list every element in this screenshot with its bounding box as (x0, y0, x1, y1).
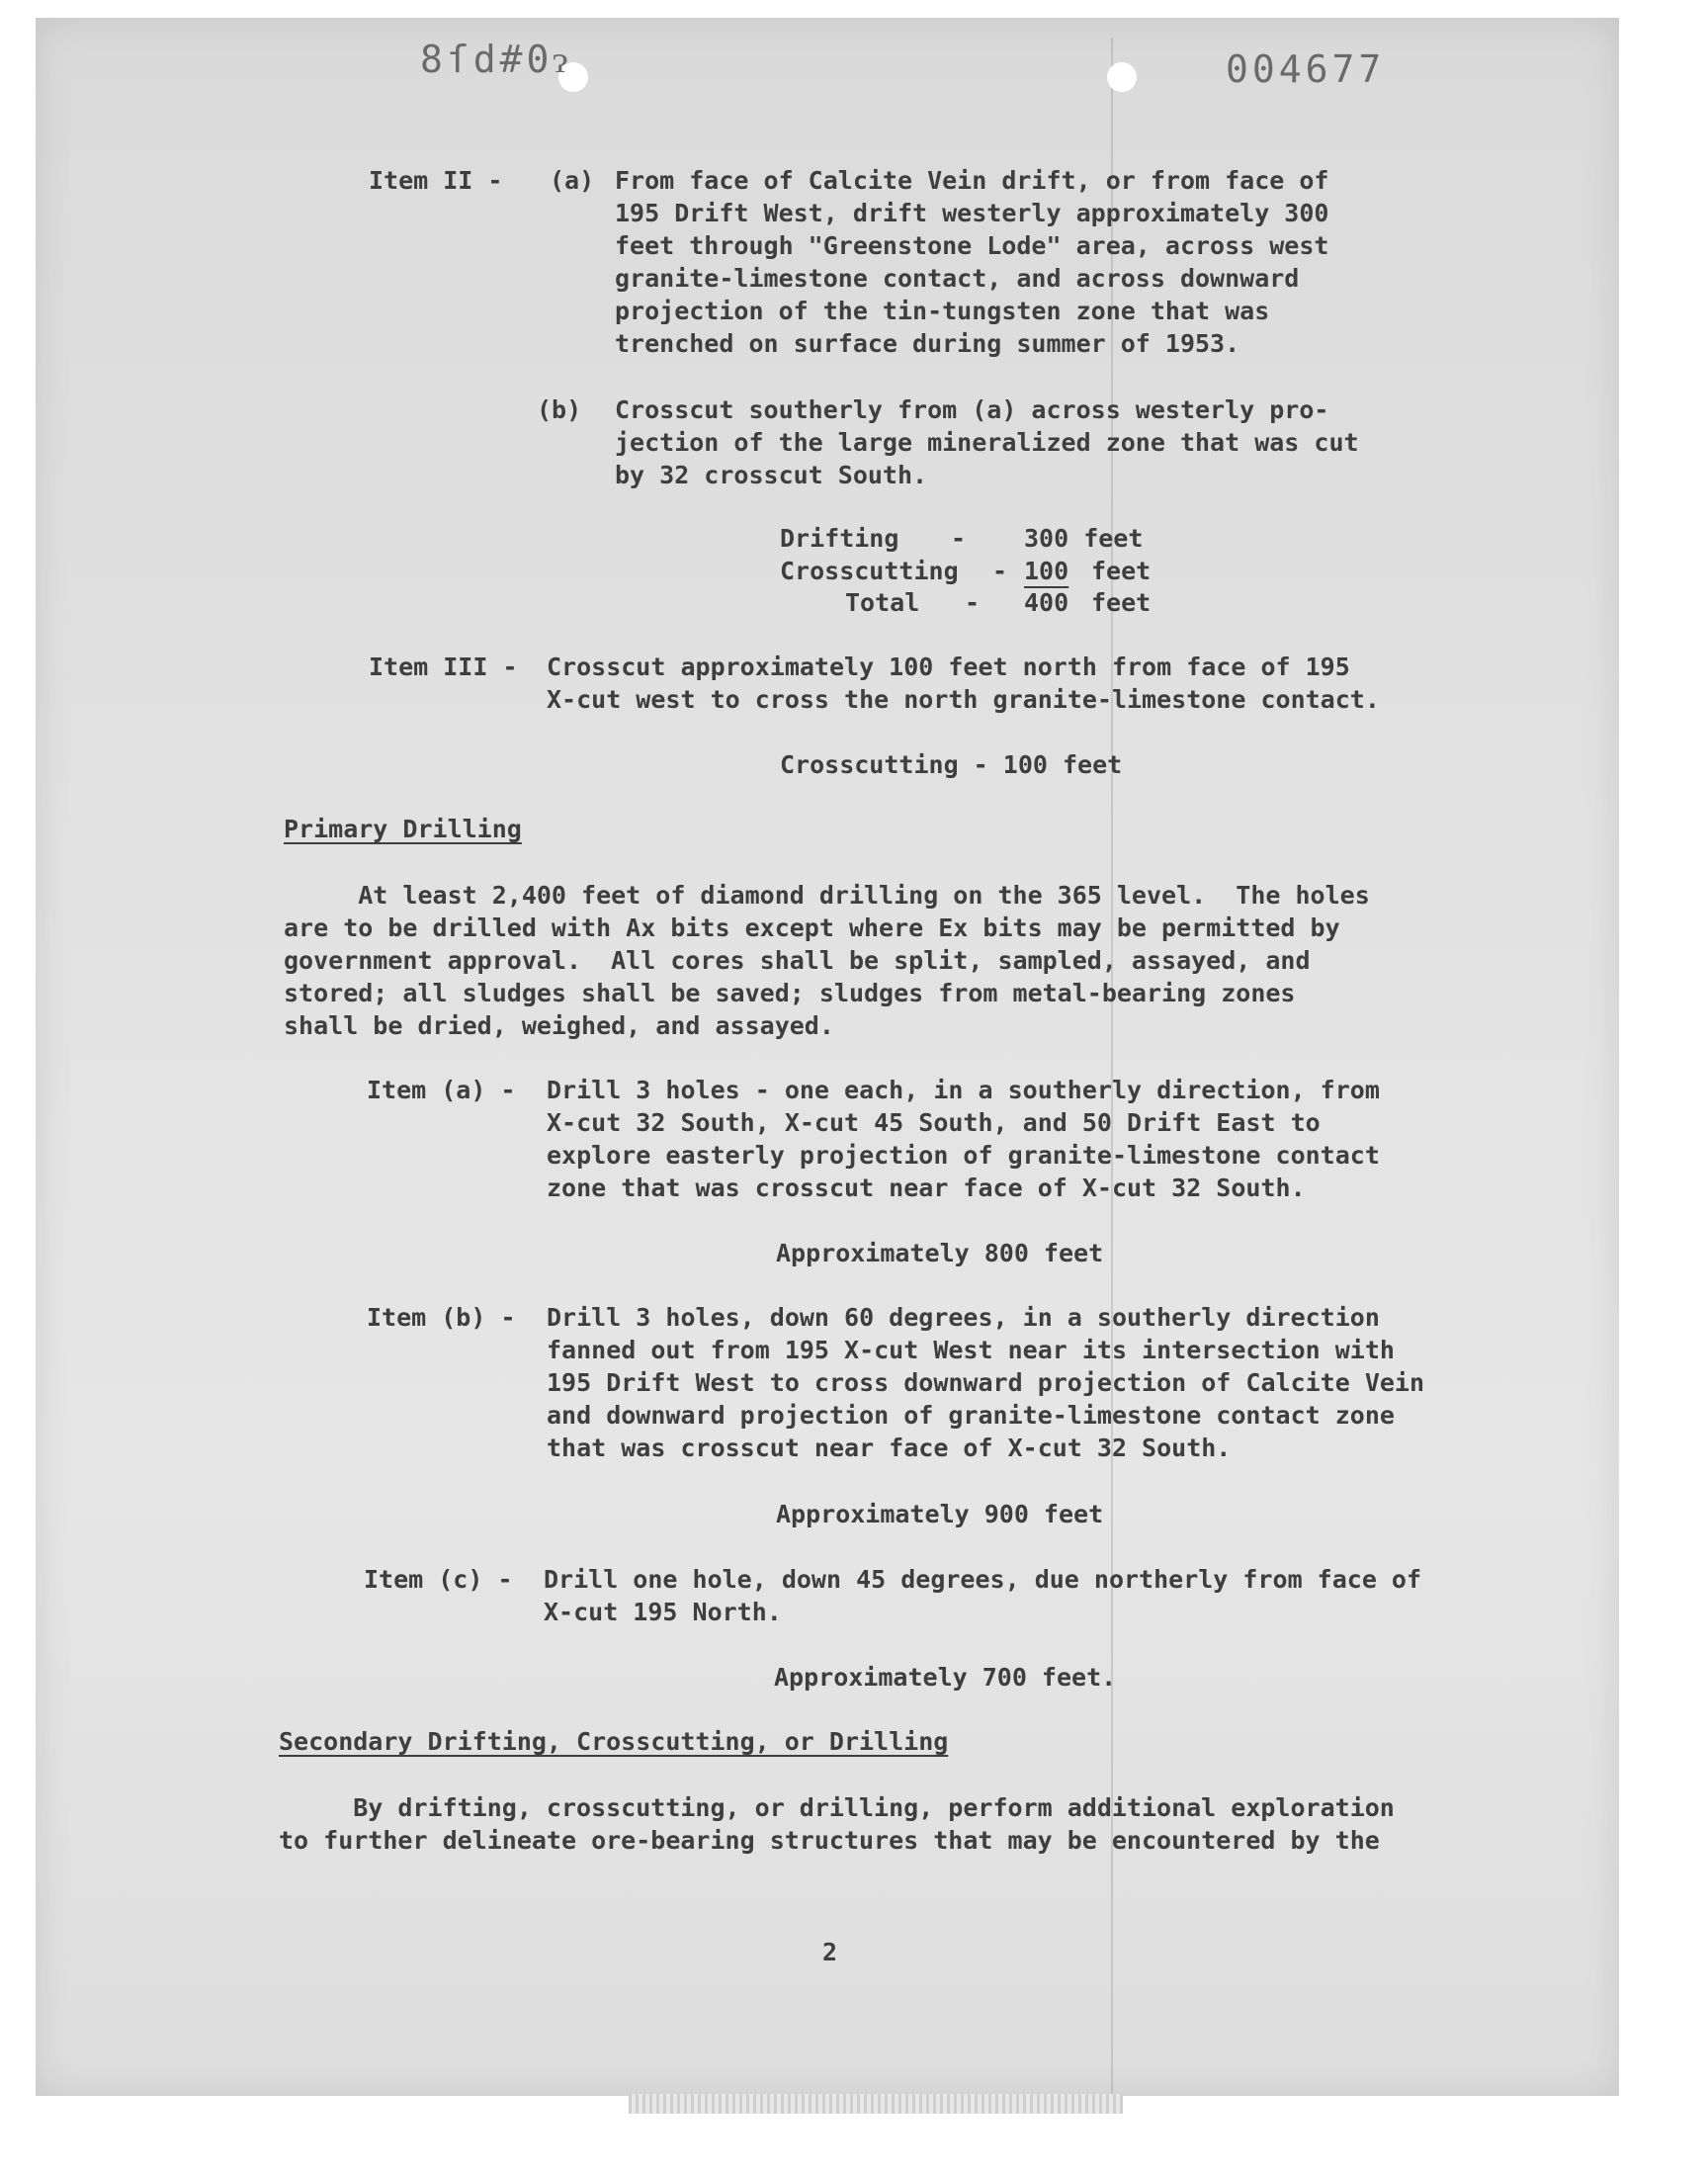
text-line: to further delineate ore-bearing structures that may be encountered by the (279, 1826, 1380, 1855)
item-b-summary: Approximately 900 feet (776, 1500, 1104, 1528)
text-line: From face of Calcite Vein drift, or from face of (615, 166, 1329, 195)
text-line: and downward projection of granite-limestone contact zone (547, 1401, 1395, 1430)
item-b-text (547, 1301, 1424, 1464)
item-ii-a-text (615, 164, 1328, 360)
summary-drifting-dash: - (951, 524, 967, 553)
item-ii-b-text (615, 393, 1359, 491)
item-iii-summary: Crosscutting - 100 feet (780, 750, 1123, 779)
text-line: At least 2,400 feet of diamond drilling on the 365 level. The holes (284, 881, 1370, 910)
text-line: granite-limestone contact, and across downward (615, 264, 1300, 293)
text-line: feet through "Greenstone Lode" area, across west (615, 231, 1329, 260)
text-line: stored; all sludges shall be saved; sludges from metal-bearing zones (284, 979, 1296, 1007)
item-c-text (544, 1563, 1421, 1628)
primary-drilling-heading: Primary Drilling (284, 815, 522, 843)
summary-total-number: 400 (1024, 588, 1069, 617)
summary-crosscutting-dash: - (992, 557, 1008, 585)
text-line: that was crosscut near face of X-cut 32 South. (547, 1434, 1232, 1462)
text-line: Drill one hole, down 45 degrees, due northerly from face of (544, 1565, 1422, 1594)
item-ii-label: Item II - (369, 166, 503, 195)
item-c-summary: Approximately 700 feet. (774, 1663, 1117, 1692)
item-c-label: Item (c) - (364, 1565, 513, 1594)
text-line: trenched on surface during summer of 1953. (615, 329, 1240, 358)
text-line: fanned out from 195 X-cut West near its intersection with (547, 1336, 1395, 1364)
text-line: Crosscut approximately 100 feet north from face of 195 (547, 652, 1350, 681)
text-line: jection of the large mineralized zone that was cut (615, 428, 1359, 457)
summary-total-label: Total (845, 588, 920, 617)
summary-total-dash: - (965, 588, 981, 617)
item-a-text (547, 1074, 1380, 1204)
text-line: 195 Drift West to cross downward projection of Calcite Vein (547, 1368, 1425, 1397)
summary-total-unit: feet (1091, 588, 1152, 617)
text-line: By drifting, crosscutting, or drilling, perform additional exploration (279, 1793, 1395, 1822)
item-a-label: Item (a) - (367, 1076, 516, 1104)
text-line: projection of the tin-tungsten zone that was (615, 297, 1270, 325)
mirrored-stamp-number: 8ſd#0ɂ (420, 38, 572, 81)
text-line: X-cut west to cross the north granite-limestone contact. (547, 685, 1380, 714)
secondary-paragraph (279, 1791, 1395, 1857)
summary-crosscutting-label: Crosscutting (780, 557, 959, 585)
item-a-summary: Approximately 800 feet (776, 1239, 1104, 1267)
text-line: government approval. All cores shall be split, sampled, assayed, and (284, 946, 1311, 975)
text-line: X-cut 32 South, X-cut 45 South, and 50 Drift East to (547, 1108, 1321, 1137)
secondary-heading: Secondary Drifting, Crosscutting, or Drilling (279, 1727, 949, 1756)
text-line: Crosscut southerly from (a) across westerly pro- (615, 395, 1329, 424)
summary-drifting-value: 300 feet (1024, 524, 1144, 553)
item-iii-label: Item III - (369, 652, 518, 681)
text-line: zone that was crosscut near face of X-cut 32 South. (547, 1174, 1306, 1202)
item-b-label: Item (b) - (367, 1303, 516, 1332)
summary-crosscutting-number: 100 (1024, 557, 1069, 585)
text-line: by 32 crosscut South. (615, 461, 928, 489)
text-line: Drill 3 holes - one each, in a southerly direction, from (547, 1076, 1380, 1104)
summary-drifting-label: Drifting (780, 524, 899, 553)
scan-artifact-strip (629, 2094, 1123, 2114)
item-iii-text (547, 651, 1380, 716)
text-line: explore easterly projection of granite-limestone contact (547, 1141, 1380, 1170)
text-line: are to be drilled with Ax bits except where Ex bits may be permitted by (284, 914, 1340, 942)
punch-hole-right (1107, 62, 1137, 92)
item-ii-b-label: (b) (537, 395, 582, 424)
text-line: 195 Drift West, drift westerly approximately 300 (615, 199, 1329, 227)
primary-drilling-paragraph (284, 879, 1370, 1042)
text-line: shall be dried, weighed, and assayed. (284, 1011, 834, 1040)
text-line: Drill 3 holes, down 60 degrees, in a southerly direction (547, 1303, 1380, 1332)
page-number: 2 (822, 1938, 838, 1966)
summary-crosscutting-unit: feet (1091, 557, 1152, 585)
text-line: X-cut 195 North. (544, 1598, 782, 1626)
item-ii-a-label: (a) (550, 166, 595, 195)
document-stamp-number: 004677 (1226, 47, 1386, 91)
